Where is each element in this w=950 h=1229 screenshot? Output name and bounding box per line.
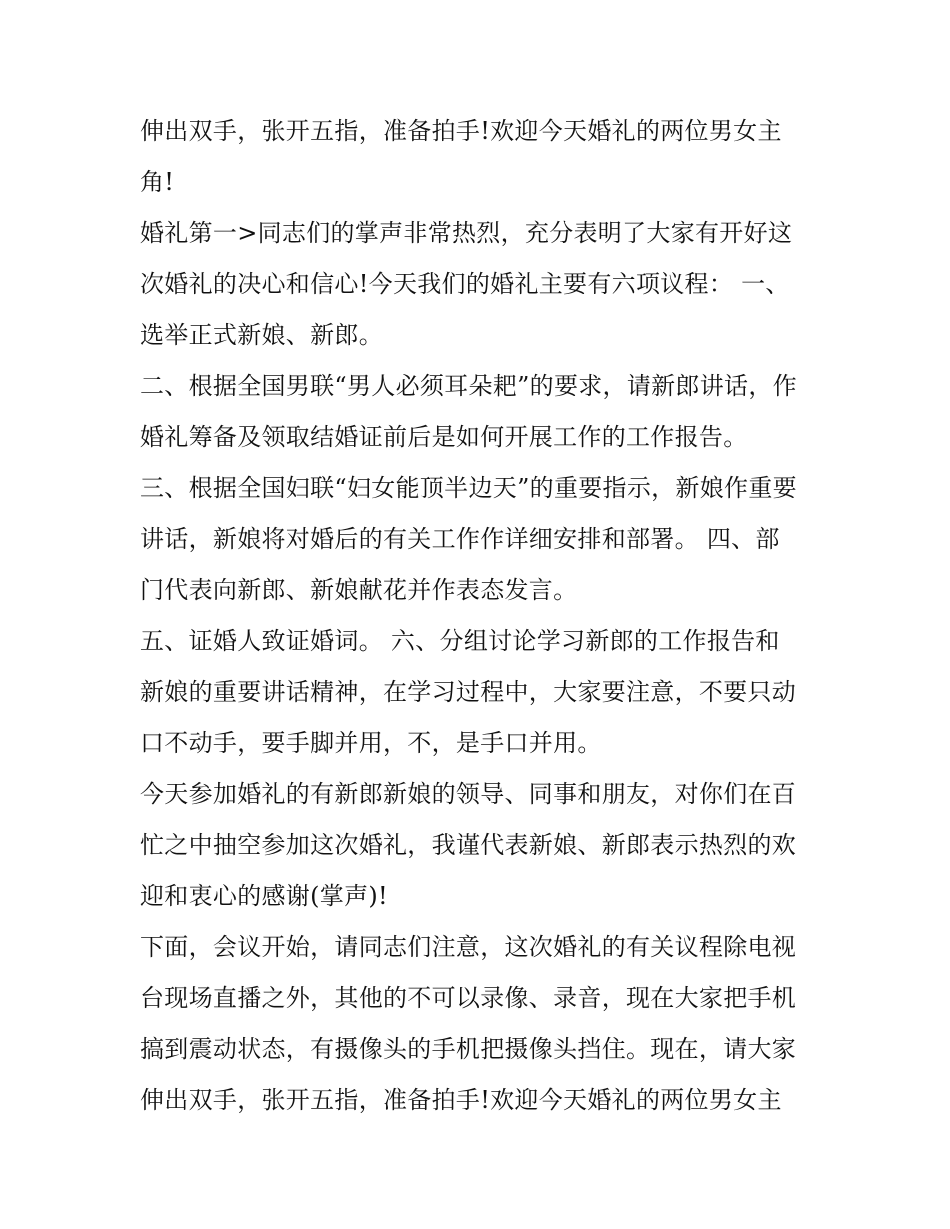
text-line: 台现场直播之外，其他的不可以录像、录音，现在大家把手机 — [140, 984, 797, 1012]
text-line: 选举正式新娘、新郎。 — [140, 321, 383, 349]
text-line: 今天参加婚礼的有新郎新娘的领导、同事和朋友，对你们在百 — [140, 780, 797, 808]
text-line: 三、根据全国妇联“妇女能顶半边天”的重要指示，新娘作重要 — [140, 474, 797, 502]
text-line: 讲话，新娘将对婚后的有关工作作详细安排和部署。 四、部 — [140, 525, 780, 553]
text-line: 婚礼筹备及领取结婚证前后是如何开展工作的工作报告。 — [140, 423, 748, 451]
text-line: 新娘的重要讲话精神，在学习过程中，大家要注意，不要只动 — [140, 678, 797, 706]
text-line: 五、证婚人致证婚词。 六、分组讨论学习新郎的工作报告和 — [140, 627, 780, 655]
text-line: 伸出双手，张开五指，准备拍手!欢迎今天婚礼的两位男女主 — [140, 117, 782, 145]
text-line: 门代表向新郎、新娘献花并作表态发言。 — [140, 576, 578, 604]
text-line: 二、根据全国男联“男人必须耳朵耙”的要求，请新郎讲话，作 — [140, 372, 797, 400]
text-line: 伸出双手，张开五指，准备拍手!欢迎今天婚礼的两位男女主 — [140, 1086, 782, 1114]
text-line: 角! — [140, 168, 175, 196]
text-line: 忙之中抽空参加这次婚礼，我谨代表新娘、新郎表示热烈的欢 — [140, 831, 797, 859]
text-line: 下面，会议开始，请同志们注意，这次婚礼的有关议程除电视 — [140, 933, 797, 961]
text-line: 口不动手，要手脚并用，不，是手口并用。 — [140, 729, 602, 757]
document-body — [140, 106, 820, 1126]
text-line: 迎和衷心的感谢(掌声)! — [140, 882, 388, 910]
text-line: 婚礼第一>同志们的掌声非常热烈，充分表明了大家有开好这 — [140, 219, 793, 247]
text-line: 搞到震动状态，有摄像头的手机把摄像头挡住。现在，请大家 — [140, 1035, 797, 1063]
text-line: 次婚礼的决心和信心!今天我们的婚礼主要有六项议程： 一、 — [140, 270, 790, 298]
